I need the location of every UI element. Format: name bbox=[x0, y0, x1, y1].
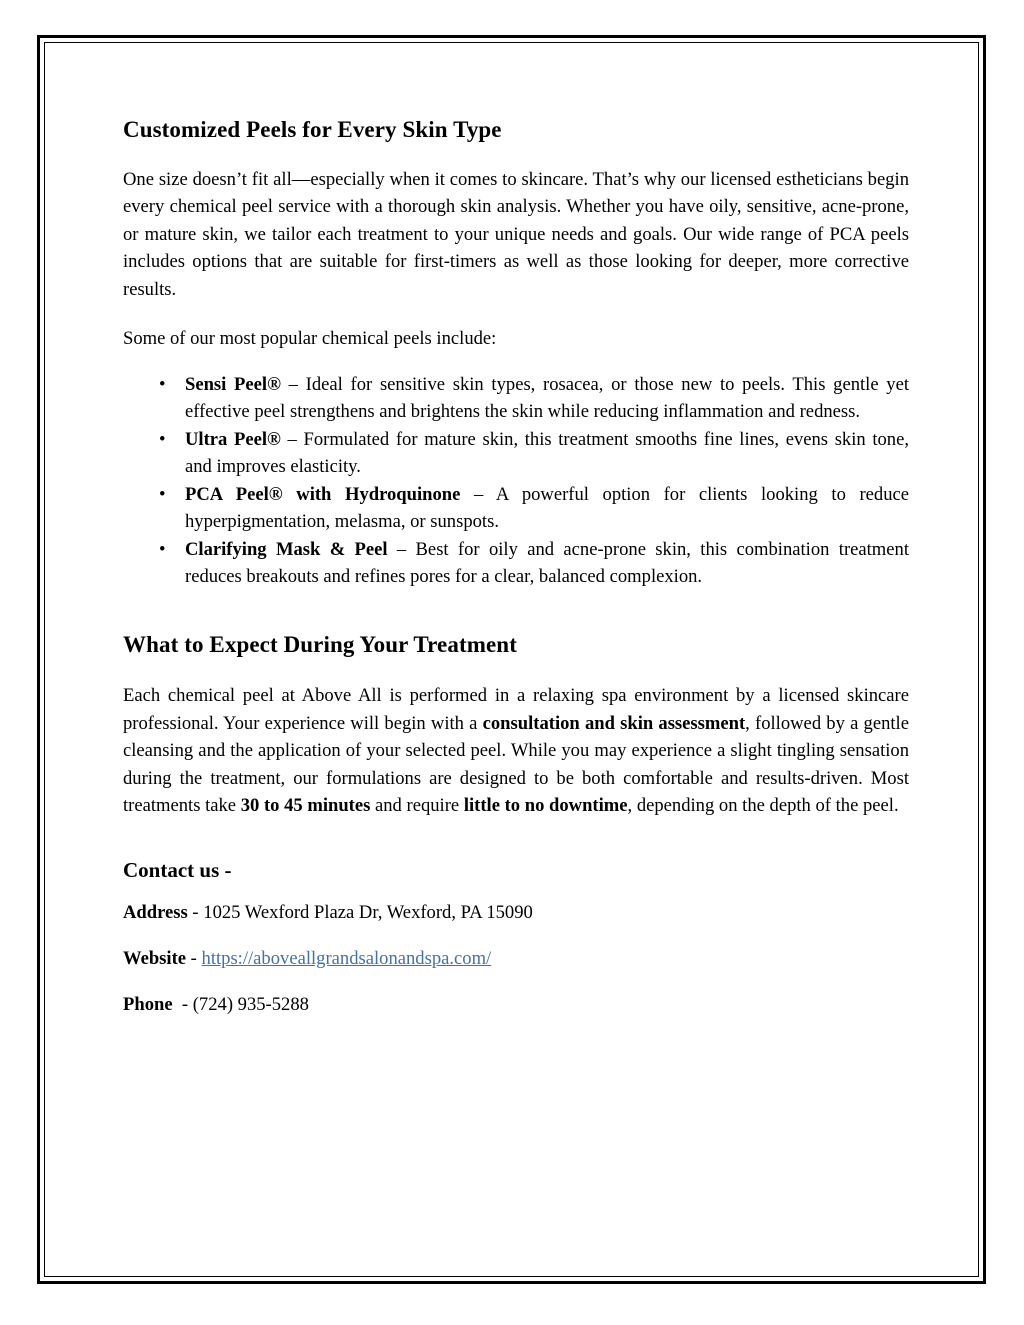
page-title: Customized Peels for Every Skin Type bbox=[123, 117, 502, 142]
list-item-term: Ultra Peel® bbox=[185, 428, 281, 450]
section-heading-expectations: What to Expect During Your Treatment bbox=[123, 631, 517, 657]
address-value: 1025 Wexford Plaza Dr, Wexford, PA 15090 bbox=[203, 902, 533, 924]
paragraph-text-part: , followed by a gentle cleansing and the application of your selected peel. While you may experience a slight tingling sensation during the treatment, our formulations are designed to be both comfortable and results-driven. Most treatments take bbox=[123, 712, 909, 817]
address-separator: - bbox=[187, 902, 204, 924]
website-link[interactable]: https://aboveallgrandsalonandspa.com/ bbox=[201, 948, 492, 970]
list-item-term: Sensi Peel® bbox=[185, 373, 281, 395]
list-item bbox=[123, 426, 909, 481]
contact-heading: Contact us - bbox=[123, 857, 232, 882]
phone-label: Phone bbox=[123, 994, 173, 1016]
intro-paragraph: One size doesn’t fit all—especially when it comes to skincare. That’s why our licensed estheticians begin every chemical peel service with a thorough skin analysis. Whether you have oily, sensitive, acne-prone, or mature skin, we tailor each treatment to your unique needs and goals. Our wide range of PCA peels includes options that are suitable for first-timers as well as those looking for deeper, more corrective results. bbox=[123, 168, 909, 300]
bullet-icon: • bbox=[159, 373, 166, 395]
peel-list bbox=[123, 371, 909, 591]
list-item-term: Clarifying Mask & Peel bbox=[185, 538, 388, 560]
paragraph-emphasis: 30 to 45 minutes bbox=[240, 795, 371, 817]
list-item bbox=[123, 536, 909, 591]
list-item-description: – A powerful option for clients looking to reduce hyperpigmentation, melasma, or sunspots. bbox=[185, 483, 909, 533]
contact-address-line bbox=[123, 900, 909, 927]
paragraph-text-part: and require bbox=[370, 795, 464, 817]
paragraph-emphasis: little to no downtime bbox=[463, 795, 628, 817]
list-item-description: – Ideal for sensitive skin types, rosacea, or those new to peels. This gentle yet effective peel strengthens and brightens the skin while reducing inflammation and redness. bbox=[185, 373, 909, 423]
bullet-icon: • bbox=[159, 483, 166, 505]
paragraph-text-part: Each chemical peel at Above All is performed in a relaxing spa environment by a licensed skincare professional. Your experience will begin with a bbox=[123, 685, 909, 734]
phone-separator: - bbox=[172, 994, 193, 1016]
phone-value: (724) 935-5288 bbox=[192, 994, 309, 1016]
paragraph-emphasis: consultation and skin assessment bbox=[482, 712, 746, 734]
bullet-icon: • bbox=[159, 428, 166, 450]
list-item-term: PCA Peel® with Hydroquinone bbox=[185, 483, 461, 505]
list-item-description: – Best for oily and acne-prone skin, this combination treatment reduces breakouts and refines pores for a clear, balanced complexion. bbox=[185, 538, 909, 588]
list-item bbox=[123, 371, 909, 426]
page-border-outer bbox=[37, 35, 986, 1284]
document-content bbox=[123, 116, 909, 1019]
list-item bbox=[123, 481, 909, 536]
website-label: Website bbox=[123, 948, 187, 970]
list-item-description: – Formulated for mature skin, this treatment smooths fine lines, evens skin tone, and improves elasticity. bbox=[185, 428, 909, 478]
list-intro-text: Some of our most popular chemical peels include: bbox=[123, 328, 497, 350]
expectations-paragraph bbox=[123, 682, 909, 820]
contact-website-line bbox=[123, 946, 909, 973]
paragraph-text-part: , depending on the depth of the peel. bbox=[627, 795, 899, 817]
bullet-icon: • bbox=[159, 538, 166, 560]
website-separator: - bbox=[186, 948, 202, 970]
address-label: Address bbox=[123, 902, 188, 924]
contact-phone-line bbox=[123, 992, 909, 1019]
